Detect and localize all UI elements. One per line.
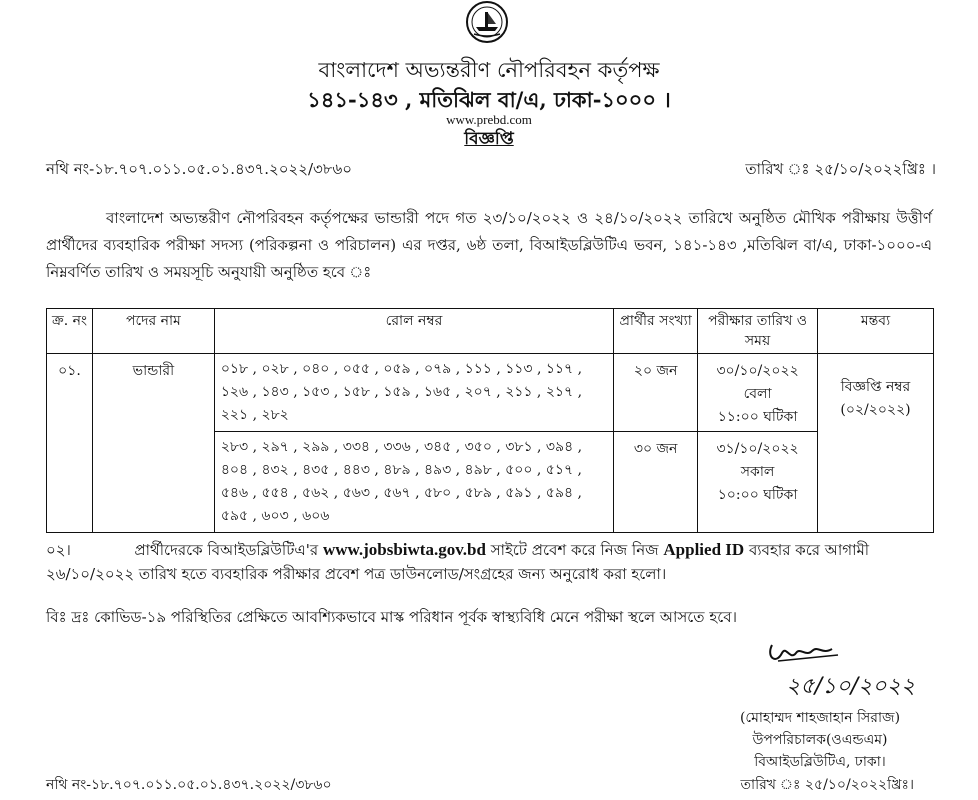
table-header-row (47, 309, 934, 354)
roll-cell: ০১৮ , ০২৮ , ০৪০ , ০৫৫ , ০৫৯ , ০৭৯ , ১১১ , ১১৩ , ১১৭ , ১২৬ , ১৪৩ , ১৫৩ , ১৫৮ , ১৫৯ , ১৬৫ , ২০৭ , ২১১ , ২১৭ , ২২১ , ২৮২ (214, 354, 613, 432)
footer-reference-number: নথি নং-১৮.৭০৭.০১১.০৫.০১.৪৩৭.২০২২/৩৮৬০ (46, 777, 332, 793)
note-admit-card (46, 538, 934, 586)
note-number: ০২। (46, 541, 71, 559)
biwta-logo (456, 0, 518, 44)
intro-text: বাংলাদেশ অভ্যন্তরীণ নৌপরিবহন কর্তৃপক্ষের ভান্ডারী পদে গত ২৩/১০/২০২২ ও ২৪/১০/২০২২ তারিখে অনুষ্ঠিত মৌখিক পরীক্ষায় উত্তীর্ণ প্রার্থীদের ব্যবহারিক পরীক্ষা সদস্য (পরিকল্পনা ও পরিচালন) এর দপ্তর, ৬ষ্ঠ তলা, বিআইডব্লিউটিএ ভবন, ১৪১-১৪৩ ,মতিঝিল বা/এ, ঢাকা-১০০০-এ নিম্নবর্ণিত তারিখ ও সময়সূচি অনুযায়ী অনুষ্ঠিত হবে ঃ (46, 209, 932, 281)
serial-cell: ০১. (47, 354, 93, 533)
exam-session: সকাল (740, 464, 775, 480)
exam-time: ১১:০০ ঘটিকা (717, 409, 798, 425)
website[interactable]: www.prebd.com (446, 112, 532, 127)
count-cell: ২০ জন (614, 354, 698, 432)
remark-line-1: বিজ্ঞপ্তি নম্বর (840, 379, 911, 395)
exam-session: বেলা (743, 386, 772, 402)
org-address: ১৪১-১৪৩ , মতিঝিল বা/এ, ঢাকা-১০০০ । (307, 87, 671, 112)
header-roll: রোল নম্বর (214, 309, 613, 354)
footer-date: তারিখ ঃ ২৫/১০/২০২২খ্রিঃ। (740, 777, 914, 793)
remark-line-2: (০২/২০২২) (840, 402, 911, 418)
table-row (47, 354, 934, 432)
note-text-c: ব্যবহার করে আগামী ২৬/১০/২০২২ তারিখ হতে ব্যবহারিক পরীক্ষার প্রবেশ পত্র ডাউনলোড/সংগ্রহের জন্য অনুরোধ করা হলো। (46, 541, 870, 583)
intro-paragraph (46, 205, 932, 286)
exam-date: ৩১/১০/২০২২ (716, 441, 799, 457)
note-text-a: প্রার্থীদেরকে বিআইডব্লিউটিএ'র (134, 541, 319, 559)
header-remark: মন্তব্য (818, 309, 934, 354)
signatory-name: (মোহাম্মদ শাহজাহান সিরাজ) (739, 710, 901, 726)
exam-time: ১০:০০ ঘটিকা (717, 487, 798, 503)
post-cell: ভান্ডারী (92, 354, 214, 533)
note-text-b: সাইটে প্রবেশ করে নিজ নিজ (490, 541, 659, 559)
remark-cell (818, 354, 934, 533)
schedule-table (46, 308, 934, 533)
reference-number: নথি নং-১৮.৭০৭.০১১.০৫.০১.৪৩৭.২০২২/৩৮৬০ (46, 160, 353, 178)
page-title (0, 126, 978, 154)
applied-id-label: Applied ID (663, 540, 745, 559)
org-name: বাংলাদেশ অভ্যন্তরীণ নৌপরিবহন কর্তৃপক্ষ (318, 58, 660, 82)
header-count: প্রার্থীর সংখ্যা (614, 309, 698, 354)
header-date-time: পরীক্ষার তারিখ ও সময় (698, 309, 818, 354)
signatory-office: বিআইডব্লিউটিএ, ঢাকা। (754, 754, 886, 770)
signatory-designation: উপপরিচালক(ওএন্ডএম) (752, 732, 888, 748)
exam-date: ৩০/১০/২০২২ (716, 363, 799, 379)
date-time-cell (698, 432, 818, 533)
covid-note: বিঃ দ্রঃ কোভিড-১৯ পরিস্থিতির প্রেক্ষিতে আবশ্যিকভাবে মাস্ক পরিধান পূর্বক স্বাস্থ্যবিধি মেনে পরীক্ষা স্থলে আসতে হবে। (46, 608, 737, 626)
jobs-site-link[interactable]: www.jobsbiwta.gov.bd (322, 540, 486, 559)
notice-title: বিজ্ঞপ্তি (464, 129, 514, 149)
date-time-cell (698, 354, 818, 432)
signature-image (742, 635, 922, 703)
header-serial: ক্র. নং (47, 309, 93, 354)
header-post: পদের নাম (92, 309, 214, 354)
notice-date: তারিখ ঃ ২৫/১০/২০২২খ্রিঃ । (745, 160, 936, 178)
roll-cell: ২৮৩ , ২৯৭ , ২৯৯ , ৩৩৪ , ৩৩৬ , ৩৪৫ , ৩৫০ , ৩৮১ , ৩৯৪ , ৪০৪ , ৪৩২ , ৪৩৫ , ৪৪৩ , ৪৮৯ , ৪৯৩ , ৪৯৮ , ৫০০ , ৫১৭ , ৫৪৬ , ৫৫৪ , ৫৬২ , ৫৬৩ , ৫৬৭ , ৫৮০ , ৫৮৯ , ৫৯১ , ৫৯৪ , ৫৯৫ , ৬০৩ , ৬০৬ (214, 432, 613, 533)
handwritten-date: ২৫/১০/২০২২ (786, 674, 916, 699)
count-cell: ৩০ জন (614, 432, 698, 533)
